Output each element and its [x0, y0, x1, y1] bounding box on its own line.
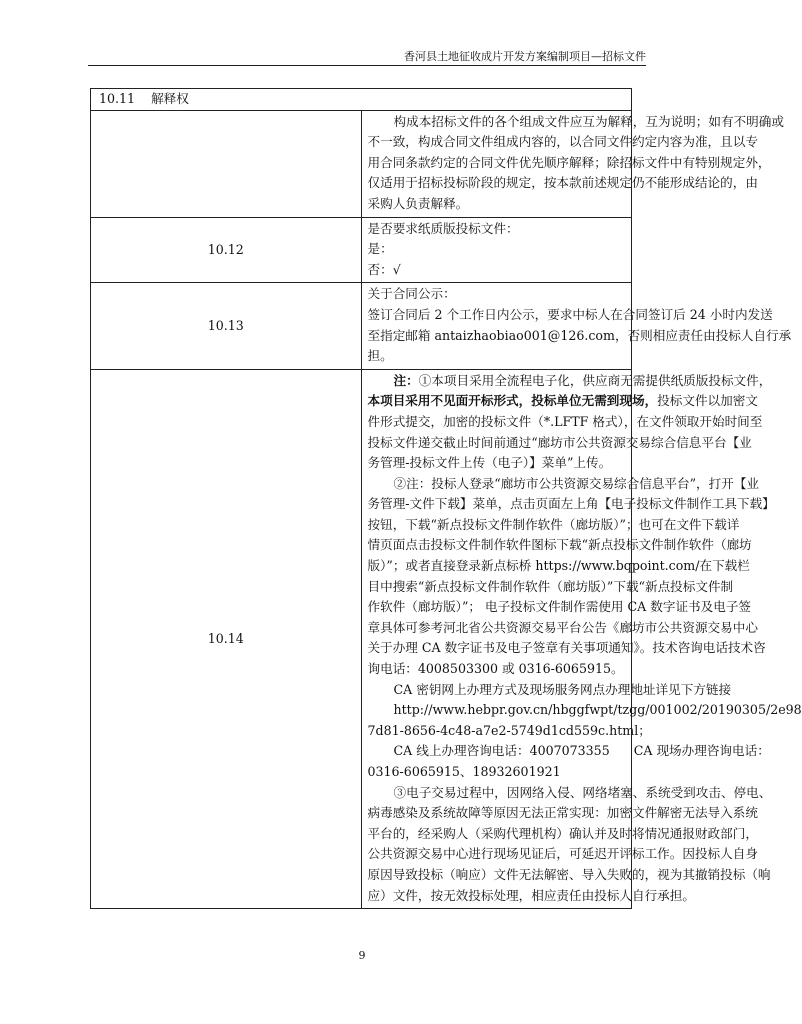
text-line: 章具体可参考河北省公共资源交易平台公告《廊坊市公共资源交易中心 [367, 619, 758, 635]
text-line: 签订合同后 2 个工作日内公示，要求中标人在合同签订后 24 小时内发送 [367, 306, 773, 322]
text-line: 病毒感染及系统故障等原因无法正常实现：加密文件解密无法导入系统 [367, 805, 758, 821]
header-rule [88, 65, 646, 66]
page-header-title: 香河县土地征收成片开发方案编制项目—招标文件 [404, 50, 646, 63]
text-line: 件形式提交，加密的投标文件（*.LFTF 格式），在文件领取开始时间至 [367, 413, 763, 429]
section-title: 解释权 [151, 91, 189, 106]
table-row-interpretation [91, 110, 632, 217]
table-row-10-12 [91, 217, 632, 283]
text-line [368, 371, 772, 392]
text-line: 构成本招标文件的各个组成文件应互为解释，互为说明；如有不明确或 [393, 113, 784, 129]
text-line: 情页面点击投标文件制作软件图标下载“新点投标文件制作软件（廊坊 [367, 537, 752, 553]
section-number: 10.11 [99, 91, 136, 106]
section-heading-cell [91, 89, 632, 111]
page-number: 9 [358, 949, 366, 962]
text-line: CA 线上办理咨询电话：4007073355 CA 现场办理咨询电话： [393, 743, 770, 759]
row-number: 10.13 [91, 283, 362, 369]
row-number: 10.12 [91, 217, 362, 283]
text-line: 务管理-投标文件上传（电子）】菜单”上传。 [367, 455, 612, 471]
electronic-bidding-content [361, 369, 802, 908]
text-line: 平台的，经采购人（采购代理机构）确认并及时将情况通报财政部门， [367, 825, 758, 841]
text-line: 至指定邮箱 antaizhaobiao001@126.com，否则相应责任由投标人自行承 [367, 327, 792, 343]
table-row-10-14 [91, 369, 632, 908]
text-line: 0316-6065915、18932601921 [367, 764, 561, 779]
text-line: 按钮，下载“新点投标文件制作软件（廊坊版）”；也可在文件下载详 [367, 516, 740, 532]
link-text: 7d81-8656-4c48-a7e2-5749d1cd559c.html； [367, 722, 651, 738]
text-line: 是否要求纸质版投标文件： [367, 220, 519, 236]
text-line: 关于办理 CA 数字证书及电子签章有关事项通知》。技术咨询电话技术咨 [367, 640, 766, 656]
text-line: 仅适用于招标投标阶段的规定，按本款前述规定仍不能形成结论的，由 [367, 175, 758, 191]
table-row-10-13 [91, 283, 632, 369]
paper-bid-content [361, 217, 632, 283]
text-line: 询电话：4008503300 或 0316-6065915。 [367, 661, 624, 677]
interpretation-content [361, 110, 784, 217]
row-number: 10.14 [91, 369, 362, 908]
text-line: 采购人负责解释。 [367, 195, 469, 211]
text-line: 作软件（廊坊版）”； 电子投标文件制作需使用 CA 数字证书及电子签 [367, 599, 752, 615]
text-run: ①本项目采用全流程电子化，供应商无需提供纸质版投标文件， [418, 372, 772, 388]
text-line: 不一致，构成合同文件组成内容的，以合同文件约定内容为准，且以专 [367, 134, 758, 150]
row-number-cell [91, 110, 362, 217]
text-line: 务管理-文件下载】菜单，点击页面左上角【电子投标文件制作工具下载】 [367, 496, 775, 512]
text-line: 原因导致投标（响应）文件无法解密、导入失败的，视为其撤销投标（响 [367, 866, 771, 882]
text-line: 目中搜索“新点投标文件制作软件（廊坊版）”下载“新点投标文件制 [367, 578, 734, 594]
text-run: 投标文件以加密文 [657, 393, 758, 409]
text-line: 是： [367, 241, 393, 257]
section-heading-row [91, 89, 632, 111]
note-label: 注： [393, 372, 419, 388]
text-line: ③电子交易过程中，因网络入侵、网络堵塞、系统受到攻击、停电、 [393, 784, 772, 800]
text-line: 投标文件递交截止时间前通过“廊坊市公共资源交易综合信息平台【业 [367, 434, 752, 450]
bold-notice: 本项目采用不见面开标形式，投标单位无需到现场， [367, 393, 658, 409]
link-text: http://www.hebpr.gov.cn/hbggfwpt/tzgg/001002/20190305/2e98 [393, 702, 802, 718]
text-line: 公共资源交易中心进行现场见证后，可延迟开评标工作。因投标人自身 [367, 846, 758, 862]
text-line: 用合同条款约定的合同文件优先顺序解释；除招标文件中有特别规定外， [367, 154, 771, 170]
text-line: 否：√ [367, 261, 401, 277]
contract-publicity-content [361, 283, 792, 369]
bid-notes-table [90, 88, 802, 909]
text-line: CA 密钥网上办理方式及现场服务网点办理地址详见下方链接 [393, 681, 732, 697]
text-line: ②注：投标人登录“廊坊市公共资源交易综合信息平台”，打开【业 [393, 475, 760, 491]
text-line [367, 391, 758, 412]
text-line: 担。 [367, 348, 393, 364]
text-line: 版）”；或者直接登录新点标桥 https://www.bqpoint.com/在下载栏 [367, 558, 750, 574]
text-line: 关于合同公示： [367, 286, 456, 302]
text-line: 应）文件，按无效投标处理，相应责任由投标人自行承担。 [367, 887, 695, 903]
